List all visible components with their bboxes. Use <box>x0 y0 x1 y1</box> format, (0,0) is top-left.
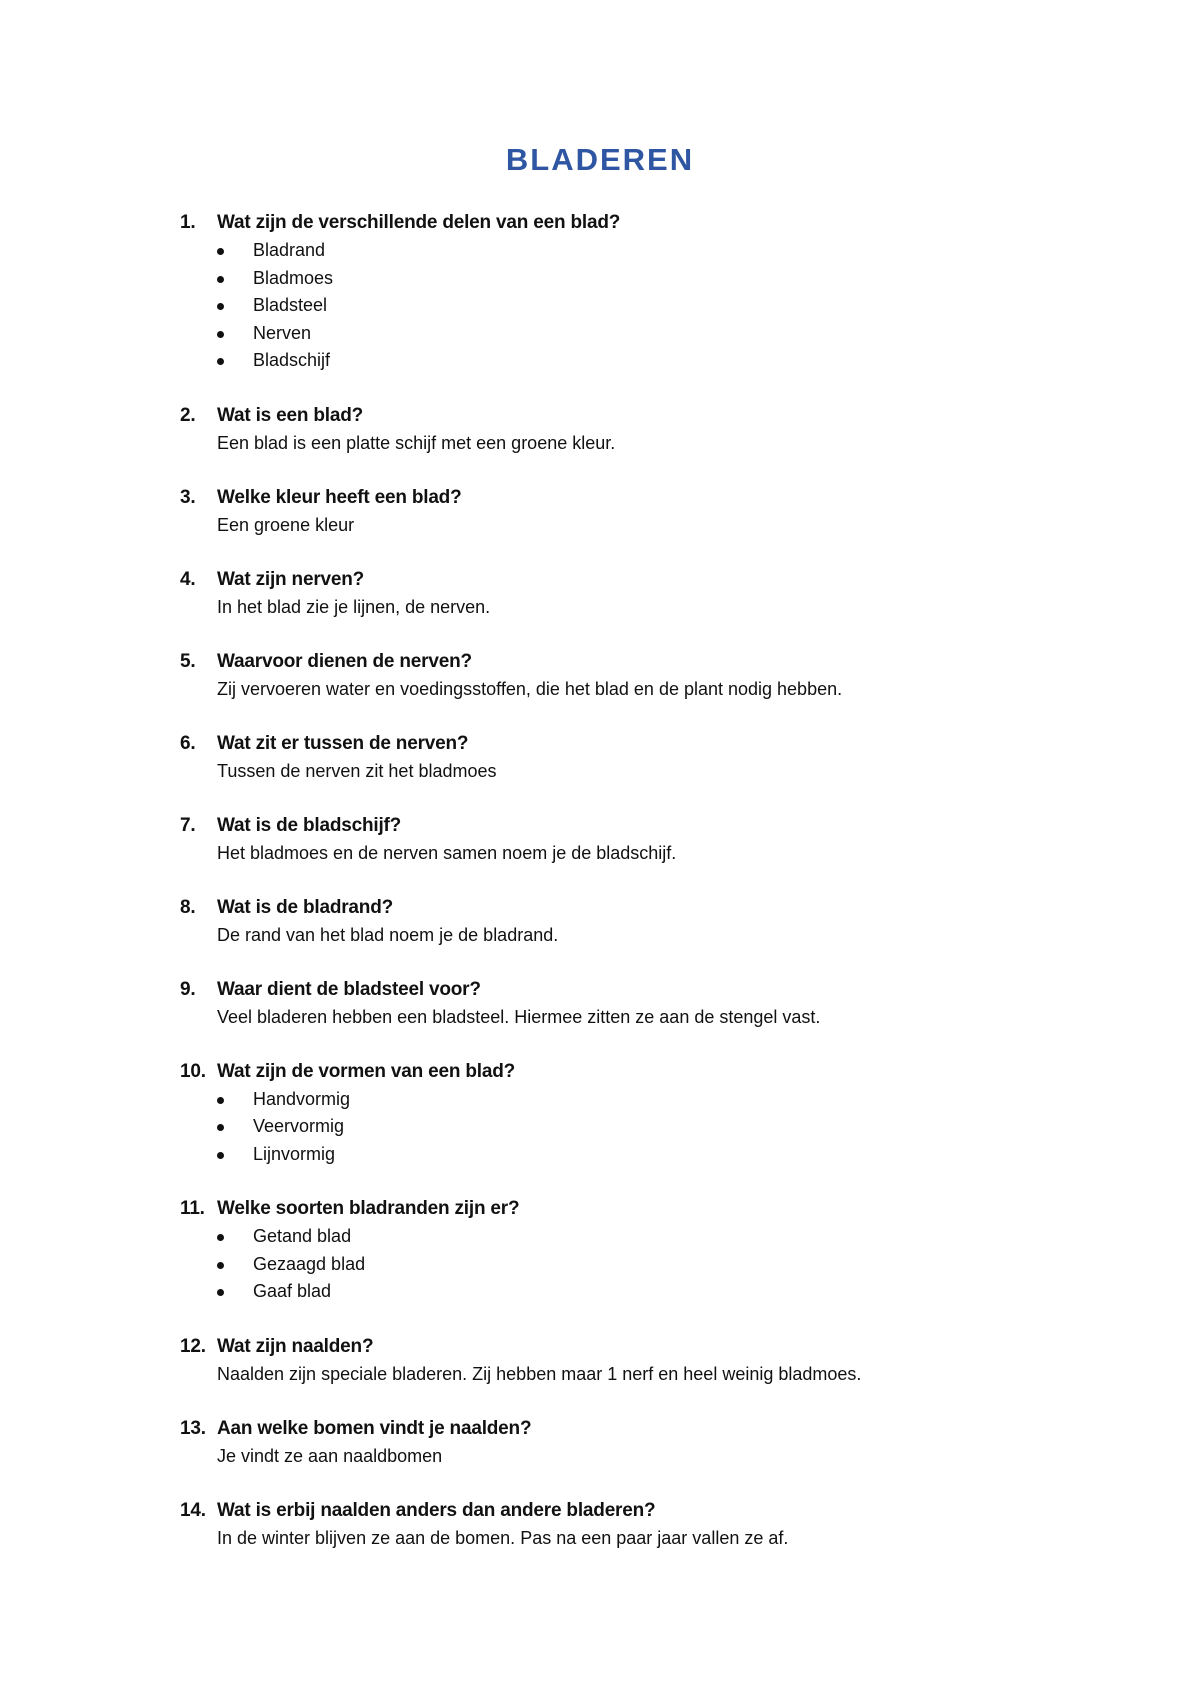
bullet-icon <box>217 331 224 338</box>
bullet-item <box>180 265 1080 293</box>
question-number: 3. <box>180 486 196 508</box>
answer-text: Je vindt ze aan naaldbomen <box>217 1445 443 1466</box>
question-text: Wat zijn de verschillende delen van een blad? <box>217 212 621 233</box>
answer-text: Naalden zijn speciale bladeren. Zij hebben maar 1 nerf en heel weinig bladmoes. <box>217 1363 862 1384</box>
question-heading <box>180 401 1080 430</box>
page-title: BLADEREN <box>505 142 695 177</box>
bullet-text: Veervormig <box>253 1116 345 1136</box>
question-number: 6. <box>180 732 196 754</box>
question-heading <box>180 1332 1080 1361</box>
question-item-3 <box>180 483 1080 539</box>
bullet-icon <box>217 1289 224 1296</box>
bullet-text: Bladsteel <box>253 295 328 315</box>
bullet-icon <box>217 1262 224 1269</box>
bullet-icon <box>217 276 224 283</box>
bullet-text: Nerven <box>253 322 312 343</box>
bullet-item <box>180 347 1080 375</box>
question-number: 13. <box>180 1417 206 1439</box>
question-text: Wat zijn nerven? <box>217 568 365 590</box>
bullet-text: Handvormig <box>253 1088 351 1109</box>
bullet-text: Bladmoes <box>253 267 334 288</box>
question-number: 5. <box>180 650 196 672</box>
answer-text: Een groene kleur <box>217 514 355 535</box>
bullet-icon <box>217 1152 224 1159</box>
bullet-list <box>180 237 1080 375</box>
question-number: 9. <box>180 978 196 1000</box>
question-number: 2. <box>180 404 196 426</box>
answer-text: In de winter blijven ze aan de bomen. Pas na een paar jaar vallen ze af. <box>217 1527 789 1548</box>
question-item-8 <box>180 893 1080 949</box>
bullet-icon <box>217 303 224 310</box>
question-number: 4. <box>180 568 196 590</box>
question-item-5 <box>180 647 1080 703</box>
question-text: Wat is de bladschijf? <box>217 814 402 836</box>
bullet-item <box>180 1223 1080 1251</box>
bullet-list <box>180 1086 1080 1169</box>
question-number: 8. <box>180 896 196 918</box>
question-text: Waarvoor dienen de nerven? <box>217 650 472 672</box>
question-text: Wat zijn de vormen van een blad? <box>217 1060 516 1082</box>
question-heading <box>180 893 1080 922</box>
question-text: Wat is de bladrand? <box>217 896 394 918</box>
question-number: 7. <box>180 814 196 836</box>
bullet-text: Bladschijf <box>253 350 331 370</box>
question-text: Waar dient de bladsteel voor? <box>217 978 481 1000</box>
question-text: Welke soorten bladranden zijn er? <box>217 1198 520 1219</box>
question-heading <box>180 811 1080 840</box>
answer-text: Het bladmoes en de nerven samen noem je de bladschijf. <box>217 842 677 863</box>
question-item-1 <box>180 208 1080 375</box>
question-item-10 <box>180 1057 1080 1169</box>
question-number: 10. <box>180 1060 206 1082</box>
question-item-11 <box>180 1194 1080 1306</box>
answer-text: Een blad is een platte schijf met een groene kleur. <box>217 432 616 453</box>
question-item-4 <box>180 565 1080 621</box>
bullet-item <box>180 1141 1080 1169</box>
question-heading <box>180 729 1080 758</box>
question-heading <box>180 208 1080 237</box>
question-heading <box>180 647 1080 676</box>
question-item-7 <box>180 811 1080 867</box>
question-heading <box>180 1496 1080 1525</box>
bullet-icon <box>217 1124 224 1131</box>
bullet-text: Gezaagd blad <box>253 1253 366 1274</box>
answer-text: Tussen de nerven zit het bladmoes <box>217 760 497 781</box>
question-item-14 <box>180 1496 1080 1552</box>
question-heading <box>180 1414 1080 1443</box>
bullet-item <box>180 1251 1080 1279</box>
bullet-item <box>180 1113 1080 1141</box>
question-item-13 <box>180 1414 1080 1470</box>
question-text: Wat zit er tussen de nerven? <box>217 732 469 754</box>
bullet-item <box>180 237 1080 265</box>
question-heading <box>180 1057 1080 1086</box>
bullet-item <box>180 1086 1080 1114</box>
answer-text: De rand van het blad noem je de bladrand. <box>217 924 559 945</box>
bullet-text: Getand blad <box>253 1226 352 1246</box>
bullet-icon <box>217 248 224 255</box>
bullet-text: Gaaf blad <box>253 1281 332 1301</box>
question-heading <box>180 483 1080 512</box>
bullet-item <box>180 320 1080 348</box>
bullet-icon <box>217 1234 224 1241</box>
question-number: 11. <box>180 1198 205 1219</box>
answer-text: In het blad zie je lijnen, de nerven. <box>217 596 491 617</box>
bullet-item <box>180 1278 1080 1306</box>
question-item-9 <box>180 975 1080 1031</box>
question-heading <box>180 975 1080 1004</box>
bullet-icon <box>217 1097 224 1104</box>
question-text: Wat zijn naalden? <box>217 1335 374 1357</box>
answer-text: Zij vervoeren water en voedingsstoffen, die het blad en de plant nodig hebben. <box>217 678 843 699</box>
question-item-2 <box>180 401 1080 457</box>
question-number: 14. <box>180 1499 206 1521</box>
question-heading <box>180 1194 1080 1223</box>
answer-text: Veel bladeren hebben een bladsteel. Hiermee zitten ze aan de stengel vast. <box>217 1006 821 1027</box>
question-text: Wat is erbij naalden anders dan andere bladeren? <box>217 1499 656 1521</box>
question-item-6 <box>180 729 1080 785</box>
question-text: Wat is een blad? <box>217 404 364 426</box>
bullet-text: Bladrand <box>253 240 326 260</box>
question-list <box>180 208 1080 1578</box>
question-text: Aan welke bomen vindt je naalden? <box>217 1417 532 1439</box>
bullet-text: Lijnvormig <box>253 1143 336 1164</box>
question-heading <box>180 565 1080 594</box>
bullet-list <box>180 1223 1080 1306</box>
bullet-item <box>180 292 1080 320</box>
question-number: 1. <box>180 212 196 233</box>
question-number: 12. <box>180 1335 206 1357</box>
question-item-12 <box>180 1332 1080 1388</box>
question-text: Welke kleur heeft een blad? <box>217 486 462 508</box>
bullet-icon <box>217 358 224 365</box>
